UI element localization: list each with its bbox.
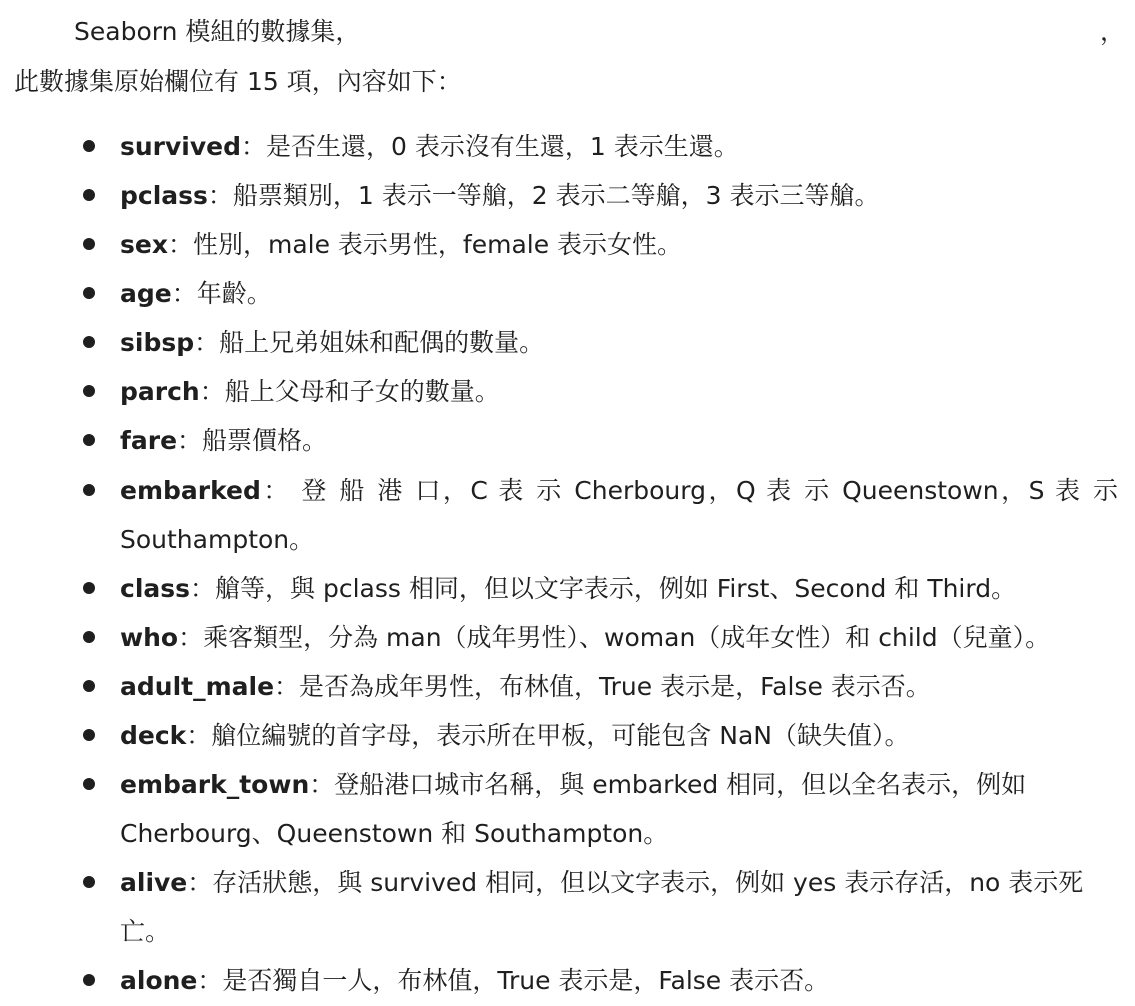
- bullet-icon: [83, 385, 95, 397]
- list-item-age: [120, 269, 1118, 318]
- bullet-icon: [83, 582, 95, 594]
- stray-comma-mark: ，: [1100, 17, 1126, 46]
- field-desc: ：船票價格。: [177, 426, 328, 455]
- list-item-alive: [120, 858, 1118, 956]
- field-name: survived: [120, 132, 242, 161]
- field-name: class: [120, 574, 191, 603]
- field-name: sibsp: [120, 328, 195, 357]
- field-desc: ：是否生還，0 表示沒有生還，1 表示生還。: [241, 132, 739, 161]
- field-name: pclass: [120, 181, 208, 210]
- list-item-embark-town: [120, 760, 1118, 858]
- field-name: sex: [120, 230, 168, 259]
- list-item-pclass: [120, 171, 1118, 220]
- field-name: alone: [120, 966, 198, 995]
- field-desc: ：艙等，與 pclass 相同，但以文字表示，例如 First、Second 和 Third。: [190, 574, 1017, 603]
- field-desc: ：存活狀態，與 survived 相同，但以文字表示，例如 yes 表示存活，no 表示死亡。: [120, 868, 1084, 946]
- bullet-icon: [83, 238, 95, 250]
- field-desc: ：船票類別，1 表示一等艙，2 表示二等艙，3 表示三等艙。: [207, 181, 880, 210]
- field-name: age: [120, 279, 172, 308]
- bullet-icon: [83, 729, 95, 741]
- bullet-icon: [83, 876, 95, 888]
- list-item-class: [120, 564, 1118, 613]
- bullet-icon: [83, 974, 95, 986]
- field-desc: ：性別，male 表示男性，female 表示女性。: [167, 230, 683, 259]
- field-name: who: [120, 623, 179, 652]
- field-name: adult_male: [120, 672, 275, 701]
- field-desc: ：是否為成年男性，布林值，True 表示是，False 表示否。: [274, 672, 931, 701]
- list-item-adult-male: [120, 662, 1118, 711]
- field-desc: ：是否獨自一人，布林值，True 表示是，False 表示否。: [197, 966, 830, 995]
- field-name: parch: [120, 377, 200, 406]
- list-item-survived: [120, 122, 1118, 171]
- list-item-fare: [120, 416, 1118, 465]
- field-desc: ：艙位編號的首字母，表示所在甲板，可能包含 NaN（缺失值）。: [186, 721, 910, 750]
- list-item-alone: [120, 956, 1118, 1005]
- field-desc: ： 登 船 港 口，C 表 示 Cherbourg，Q 表 示 Queenstown，S 表 示 Southampton。: [120, 476, 1118, 554]
- intro-line-1: Seaborn 模組的數據集，: [74, 17, 361, 46]
- field-name: fare: [120, 426, 178, 455]
- field-name: alive: [120, 868, 188, 897]
- field-name: embark_town: [120, 770, 310, 799]
- list-item-sibsp: [120, 318, 1118, 367]
- bullet-icon: [83, 631, 95, 643]
- list-item-parch: [120, 367, 1118, 416]
- field-desc: ：船上兄弟姐妹和配偶的數量。: [194, 328, 545, 357]
- list-item-who: [120, 613, 1118, 662]
- field-desc: ：登船港口城市名稱，與 embarked 相同，但以全名表示，例如 Cherbourg、Queenstown 和 Southampton。: [120, 770, 1027, 848]
- bullet-icon: [83, 778, 95, 790]
- list-item-embarked: [120, 466, 1118, 564]
- field-desc: ：乘客類型，分為 man（成年男性）、woman（成年女性）和 child（兒童）。: [178, 623, 1051, 652]
- field-name: deck: [120, 721, 187, 750]
- list-item-deck: [120, 711, 1118, 760]
- field-desc: ：年齡。: [171, 279, 272, 308]
- bullet-icon: [83, 189, 95, 201]
- bullet-icon: [83, 484, 95, 496]
- field-name: embarked: [120, 476, 261, 505]
- bullet-icon: [83, 434, 95, 446]
- intro-line-2: 此數據集原始欄位有 15 項，內容如下：: [14, 67, 462, 96]
- bullet-icon: [83, 336, 95, 348]
- bullet-icon: [83, 287, 95, 299]
- bullet-icon: [83, 680, 95, 692]
- bullet-icon: [83, 140, 95, 152]
- field-desc: ：船上父母和子女的數量。: [199, 377, 500, 406]
- list-item-sex: [120, 220, 1118, 269]
